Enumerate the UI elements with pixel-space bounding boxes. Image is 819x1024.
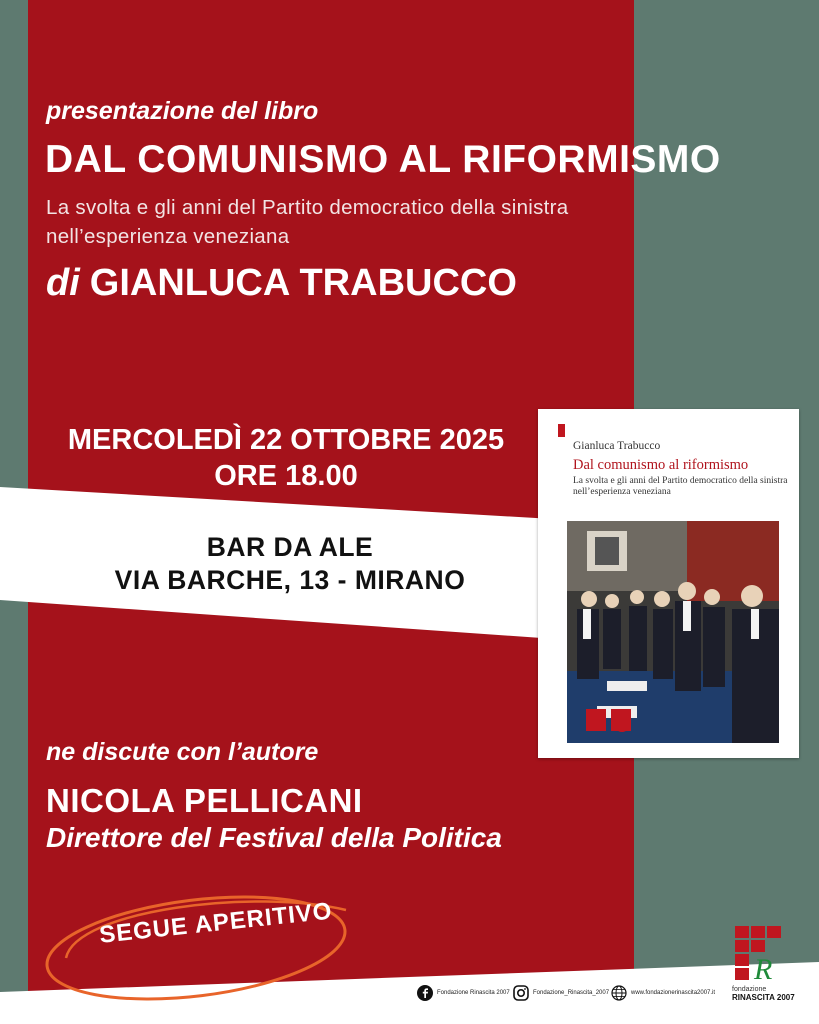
guest-role: Direttore del Festival della Politica [46,822,502,853]
foundation-name-line1: fondazione [732,986,767,993]
venue-address: VIA BARCHE, 13 - MIRANO [114,565,466,595]
publisher-logo-2 [611,709,631,731]
book-subtitle [46,193,569,251]
author-prefix: di [46,262,80,304]
publisher-logo-1 [586,709,606,731]
event-venue [0,531,580,597]
globe-icon [610,985,627,1002]
author-line [46,262,517,305]
website-label: www.fondazionerinascita2007.it [631,990,716,996]
aperitivo-label: SEGUE APERITIVO [98,897,334,949]
discussion-intro: ne discute con l’autore [46,738,319,766]
facebook-icon [416,985,433,1002]
book-cover-photo [567,521,779,743]
facebook-label: Fondazione Rinascita 2007 [437,990,510,996]
instagram-icon [512,985,529,1002]
book-cover-title: Dal comunismo al riformismo [573,457,749,473]
subtitle-line-1: La svolta e gli anni del Partito democratico della sinistra [46,196,569,219]
event-time: ORE 18.00 [214,460,358,492]
author-name: GIANLUCA TRABUCCO [89,262,517,304]
foundation-logo [727,926,789,994]
svg-text:R: R [754,953,773,986]
instagram-link[interactable] [512,984,609,1002]
book-cover [538,409,799,758]
event-datetime [28,422,544,494]
book-cover-subtitle: La svolta e gli anni del Partito democratico della sinistra nell’esperienza veneziana [573,476,788,497]
intro-text: presentazione del libro [46,97,319,125]
website-link[interactable] [610,984,715,1002]
book-cover-author: Gianluca Trabucco [573,440,661,452]
instagram-label: Fondazione_Rinascita_2007 [533,990,610,996]
guest-name: NICOLA PELLICANI [46,782,363,819]
facebook-link[interactable] [416,984,510,1002]
venue-name: BAR DA ALE [206,532,374,562]
book-cover-mark [558,424,565,437]
event-date: MERCOLEDÌ 22 OTTOBRE 2025 [67,424,505,456]
book-title-heading: DAL COMUNISMO AL RIFORMISMO [45,138,721,181]
subtitle-line-2: nell’esperienza veneziana [46,225,290,248]
foundation-name-line2: RINASCITA 2007 [732,993,795,1002]
